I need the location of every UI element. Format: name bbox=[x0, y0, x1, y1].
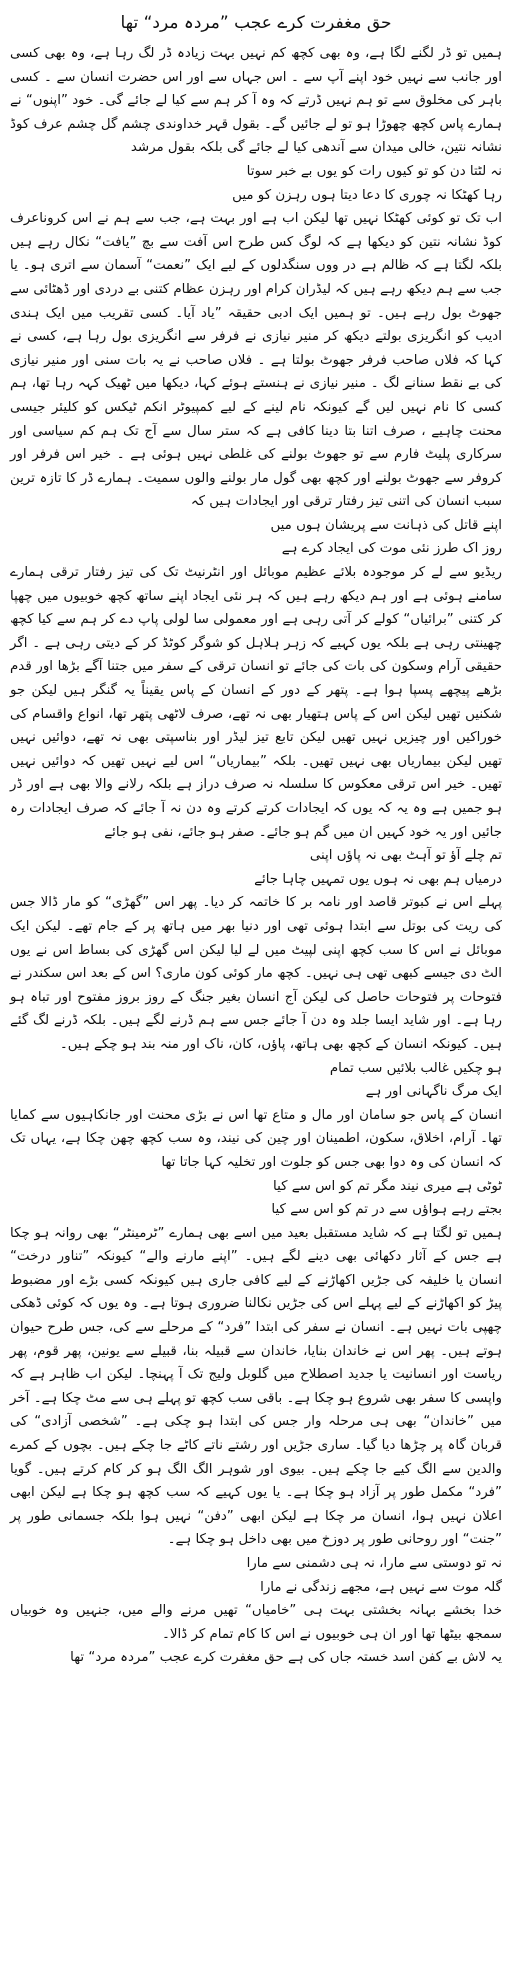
paragraph-text: خدا بخشے بہانہ بخشتی بہت ہی ”خامیاں“ تھیں مرنے والے میں، جنہیں وہ خوبیاں سمجھ بیٹھا تھا اور ان ہی خوبیوں نے اس کا کام تمام کر ڈالا۔ bbox=[10, 1603, 502, 1642]
paragraph-text: اب تک تو کوئی کھٹکا نہیں تھا لیکن اب ہے اور بہت ہے، جب سے ہم نے اس کروناعرف کوڈ نشانہ نتین کو دیکھا ہے کہ لوگ کس طرح اس آفت سے بچ ”یافت“ نکال رہے ہیں بلکہ لگتا ہے کہ ظالم ہے در ووں سنگدلوں کے لیے ایک ”نعمت“ آسمان سے اتری ہو۔ یا جب سے ہم دیکھ رہے ہیں کہ لیڈران کرام اور رہزن عظام کتنی بے دردی اور ڈھٹائی سے جھوٹ بول رہے ہیں۔ تو ہمیں ایک ادبی حقیقہ ”یاد آیا۔ کسی تقریب میں ایک ہندی ادیب کو انگریزی بولتے دیکھ کر منیر نیازی نے فرفر سے انگریزی بول رہا ہے، کسی نے کہا کہ فلاں صاحب فرفر جھوٹ بولتا ہے ۔ فلاں صاحب نے یہ بات سنی اور منیر نیازی کی بے نقط سنانے لگ ۔ منیر نیازی نے ہنستے ہوئے کہا، دیکھا میں ٹھیک کہہ رہا تھا، ہم کسی کا نام نہیں لیں گے کیونکہ نام لینے کے لیے کمپیوٹر انکم ٹیکس کو کلیئر جیسی محنت چاہیے ، صرف اتنا بتا دینا کافی ہے کہ ستر سال سے آج تک ہم کم سیاسی اور سرکاری پلیٹ فارم سے تو جھوٹ بولنے کی غلطی نہیں ہوئی ہے ۔ خیر اس فرفر اور کروفر سے جھوٹ بولنے اور کچھ بھی گول مار بولنے والوں سمیت۔ ہمارے ڈر کا تازہ ترین سبب انسان کی اتنی تیز رفتار ترقی اور ایجادات ہیں کہ bbox=[10, 211, 502, 510]
verse-line: اپنے قاتل کی ذہانت سے پریشان ہوں میں bbox=[270, 517, 502, 533]
verse-line: نہ لٹتا دن کو تو کیوں رات کو یوں بے خبر سوتا bbox=[246, 163, 502, 179]
verse-couplet-2 bbox=[10, 514, 502, 561]
verse-line: ٹوٹی ہے میری نیند مگر تم کو اس سے کیا bbox=[273, 1178, 502, 1194]
column-title: حق مغفرت کرے عجب ”مردہ مرد“ تھا bbox=[120, 13, 392, 33]
verse-line: نہ تو دوستی سے مارا، نہ ہی دشمنی سے مارا bbox=[246, 1556, 502, 1571]
verse-line: بجتے رہے ہواؤں سے در تم کو اس سے کیا bbox=[271, 1202, 502, 1218]
paragraph-text: ہمیں تو لگتا ہے کہ شاید مستقبل بعید میں اسے بھی ہمارے ”ٹرمینٹر“ بھی روانہ ہو چکا ہے جس کے آثار دکھائی بھی دینے لگے ہیں۔ ”اپنے مارنے والے“ کیونکہ ”تناور درخت“ انسان یا خلیفہ کی جڑیں اکھاڑنے کے لیے کافی جاری ہیں کیونکہ کسی بڑے اور مضبوط پیڑ کو اکھاڑنے کے لیے پہلے اس کی جڑیں نکالنا ضروری ہوتا ہے۔ وہ یوں کہ کوئی ڈھکی چھپی بات نہیں ہے۔ انسان نے سفر کی ابتدا ”فرد“ کے مرحلے سے کی، جس طرح حیوان ہوتے ہیں۔ پھر اس نے خاندان بنایا، خاندان سے قبیلہ بنا، قبیلے سے یونین، پھر قوم، پھر ریاست اور انسانیت یا جدید اصطلاح میں گلوبل ولیج تک آ پہنچا۔ لیکن اب ظاہر ہے کہ واپسی کا سفر بھی شروع ہو چکا ہے۔ باقی سب کچھ تو پہلے ہی سے مٹ چکا ہے۔ آخر میں ”خاندان“ بھی ہی مرحلہ وار جس کی ابتدا ہو چکی ہے۔ ”شخصی آزادی“ کی قربان گاہ پر چڑھا دیا گیا۔ ساری جڑیں اور رشتے ناتے کاٹے جا چکے ہیں۔ بچوں کے کمرے والدین سے الگ کیے جا چکے ہیں۔ بیوی اور شوہر الگ الگ ہو کر کام کرتے ہیں۔ گویا ”فرد“ مکمل طور پر آزاد ہو چکا ہے۔ یا یوں کہیے کہ سب کچھ ہو چکا ہے لیکن ابھی اعلان نہیں ہوا، انسان مر چکا ہے لیکن ابھی ”دفن“ نہیں ہوا بلکہ جسمانی طور پر ”جنت“ اور روحانی طور پر دوزخ میں بھی داخل ہو چکا ہے۔ bbox=[10, 1225, 502, 1548]
verse-couplet-4 bbox=[10, 1057, 502, 1104]
verse-line: درمیاں ہم بھی نہ ہوں یوں تمہیں چاہا جائے bbox=[254, 871, 502, 887]
paragraph-3 bbox=[10, 561, 502, 844]
paragraph-5 bbox=[10, 1104, 502, 1175]
closing-line: یہ لاش بے کفن اسد خستہ جاں کی ہے bbox=[287, 1650, 502, 1666]
closing-line: حق مغفرت کرے عجب ”مردہ مرد“ تھا bbox=[70, 1650, 284, 1666]
paragraph-6 bbox=[10, 1222, 502, 1552]
paragraph-text: ریڈیو سے لے کر موجودہ بلائے عظیم موبائل اور انٹرنیٹ تک کی تیز رفتار ترقی ہمارے سامنے ہوئی ہے اور ہم دیکھ رہے ہیں کہ ہر نئی ایجاد اپنے ساتھ کچھ خوبیوں میں چھپا کر کتنی ”برائیاں“ کولے کر آتی رہی ہے اور معمولی سا لولی پاپ دے کر ہم سے کیا کچھ چھینتی رہی ہے بلکہ یوں کہیے کہ زہر ہلاہل کو شوگر کوٹڈ کر کے دیتی رہی ہے ۔ اگر حقیقی آرام وسکون کی بات کی جائے تو انسان ترقی کے سفر میں جتنا آگے بڑھا اور قدم بڑھے پیچھے پسپا ہوا ہے۔ پتھر کے دور کے انسان کے پاس یقیناً یہ گنگر ہیں لیکن جو شکنیں تھیں لیکن اس کے پاس ہتھیار بھی نہ تھے، صرف لاٹھی پتھر تھا، انواع واقسام کی خوراکیں اور چیزیں نہیں تھیں لیکن تابع تیز لیڈر اور بناسپتی بھی نہ تھے، دوائیں نہیں تھیں لیکن بیماریاں بھی نہیں تھیں۔ بلکہ ”بیماریاں“ اس لیے نہیں تھیں کہ دوائیں نہیں تھیں۔ خیر اس ترقی معکوس کا سلسلہ نہ صرف دراز ہے بلکہ رلانے والا بھی ہے اور ڈر ہو جمیں ہے وہ یہ کہ یوں کہ ایجادات کرتے کرتے وہ دن نہ آ جائے کہ صرف ایجادات رہ جائیں اور یہ خود کہیں ان میں گم ہو جائے۔ صفر ہو جائے، نفی ہو جائے bbox=[10, 565, 502, 840]
verse-line: ہو چکیں غالب بلائیں سب تمام bbox=[329, 1060, 502, 1076]
closing-verse bbox=[10, 1646, 502, 1670]
verse-line: روز اک طرز نئی موت کی ایجاد کرے ہے bbox=[281, 541, 502, 557]
paragraph-2 bbox=[10, 207, 502, 514]
verse-couplet-1 bbox=[10, 160, 502, 207]
verse-couplet-5 bbox=[10, 1175, 502, 1222]
verse-couplet-6 bbox=[10, 1552, 502, 1599]
verse-line: تم چلے آؤ تو آہٹ بھی نہ پاؤں اپنی bbox=[309, 848, 502, 864]
paragraph-text: پہلے اس نے کبوتر قاصد اور نامہ بر کا خاتمہ کر دیا۔ پھر اس ”گھڑی“ کو مار ڈالا جس کی ریت کی بوتل سے ابتدا ہوئی تھی اور دنیا بھر میں ہاتھ پر کے جام تھے۔ لیکن ایک موبائل نے اس کا سب کچھ اپنی لپیٹ میں لے لیا لیکن اس گھڑی کی بساط اس نے یوں الٹ دی جیسے کبھی تھی ہی نہیں۔ کچھ مار کوئی کون ماری؟ اس کے بعد اس سکندر نے فتوحات پر فتوحات حاصل کی لیکن آج انسان بغیر جنگ کے روز بروز مفتوح اور تباہ ہو رہا ہے۔ اور شاید ایسا جلد وہ دن آ جائے جس سے ہم ڈرنے لگے ہیں۔ بلکہ ڈرنے لگ گئے ہیں۔ کیونکہ انسان کے کچھ بھی ہاتھ، پاؤں، کان، ناک اور منہ بند ہو چکے ہیں۔ bbox=[10, 895, 502, 1052]
paragraph-text: ہمیں تو ڈر لگنے لگا ہے، وہ بھی کچھ کم نہیں بہت زیادہ ڈر لگ رہا ہے، وہ بھی کسی اور جانب سے نہیں خود اپنے آپ سے ۔ اس جہاں سے اور اس حضرت انسان سے ۔ کسی باہر کی مخلوق سے تو ہم نہیں ڈرتے کہ وہ آ کر ہم سے کیا لے جائے گی۔ خود ”اپنوں“ نے ہمارے پاس کچھ چھوڑا ہو تو لے جائیں گے۔ بقول قہر خداوندی چشم گل چشم عرف کوڈ نشانہ نتین، خالی میدان سے آندھی کیا لے جائے گی بلکہ بقول مرشد bbox=[10, 46, 502, 156]
paragraph-text: انسان کے پاس جو سامان اور مال و متاع تھا اس نے بڑی محنت اور جانکاہیوں سے کمایا تھا۔ آرام، اخلاق، سکون، اطمینان اور چین کی نیند، وہ سب کچھ چھن چکا ہے، یہاں تک کہ انسان کی وہ دوا بھی جس کو جلوت اور تخلیہ کہا جاتا تھا bbox=[10, 1107, 502, 1170]
verse-line: رہا کھٹکا نہ چوری کا دعا دیتا ہوں رہزن کو میں bbox=[232, 187, 502, 203]
paragraph-1 bbox=[10, 42, 502, 160]
paragraph-7 bbox=[10, 1599, 502, 1646]
verse-line: گلہ موت سے نہیں ہے، مجھے زندگی نے مارا bbox=[260, 1579, 502, 1595]
verse-line: ایک مرگ ناگہانی اور ہے bbox=[365, 1084, 502, 1100]
verse-couplet-3 bbox=[10, 844, 502, 891]
paragraph-4 bbox=[10, 891, 502, 1056]
